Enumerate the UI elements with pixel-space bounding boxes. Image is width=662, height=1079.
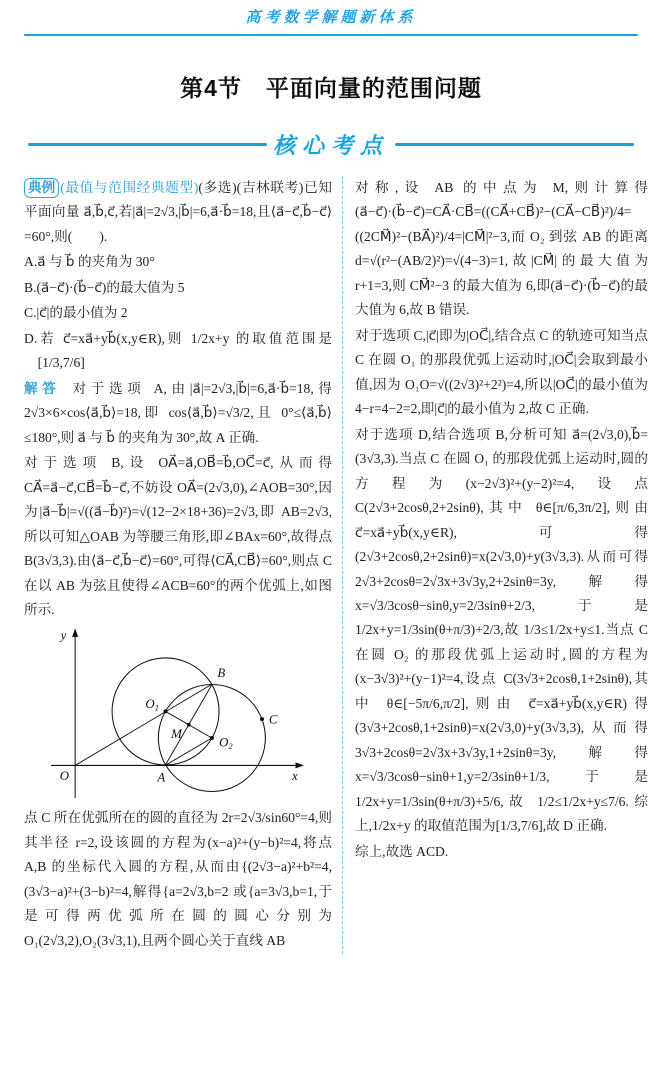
x-axis-arrow	[295, 763, 304, 769]
right-column	[342, 176, 648, 954]
dot-o2	[210, 736, 214, 740]
content-columns	[0, 172, 662, 954]
example-badge: 典例	[24, 178, 59, 198]
solution-paragraph-circle: 点 C 所在优弧所在的圆的直径为 2r=2√3/sin60°=4,则其半径 r=2,设该圆的方程为(x−a)²+(y−b)²=4,将点 A,B 的坐标代入圆的方程,从而由{(2√3−a)²+b²=4,(3√3−a)²+(3−b)²=4,解得{a=2√3,b=2 或{a=3√3,b=1,于是可得两优弧所在圆的圆心分别为 O₁(2√3,2),O₂(3√3,1),且两个圆心关于直线 AB	[24, 810, 332, 948]
left-column	[24, 176, 342, 954]
label-x-axis: x	[292, 769, 298, 784]
circles-diagram	[49, 624, 307, 804]
label-y-axis: y	[60, 628, 67, 643]
dot-o1	[164, 710, 168, 714]
solution-paragraph-b-cont: 对称,设 AB 的中点为 M,则计算得(a⃗−c⃗)·(b⃗−c⃗)=CA⃗·CB⃗=((CA⃗+CB⃗)²−(CA⃗−CB⃗)²)/4=((2CM⃗)²−(BA⃗)²)/4=|CM⃗|²−3,而 O₂ 到弦 AB 的距离 d=√(r²−(AB/2)²)=√(4−3)=1,故|CM⃗|的最大值为 r+1=3,则 CM⃗²−3 的最大值为 6,即(a⃗−c⃗)·(b⃗−c⃗)的最大值为 6,故 B 错误.	[355, 180, 648, 318]
label-center-o2: $O_2$	[219, 736, 233, 752]
solution-label: 解答	[24, 380, 61, 396]
dot-c	[260, 718, 264, 722]
solution-conclusion: 综上,故选 ACD.	[355, 843, 449, 859]
y-axis-arrow	[72, 629, 78, 638]
option-a: A.a⃗ 与 b⃗ 的夹角为 30°	[24, 254, 155, 270]
running-head: 高考数学解题新体系	[245, 10, 417, 26]
solution-paragraph-a	[24, 377, 332, 450]
solution-paragraph-c: 对于选项 C,|c⃗|即为|OC⃗|,结合点 C 的轨迹可知当点 C 在圆 O₁ 的那段优弧上运动时,|OC⃗|会取到最小值,因为 O₁O=√((2√3)²+2²)=4,所以|OC⃗|的最小值为 4−r=4−2=2,即|c⃗|的最小值为 2,故 C 正确.	[355, 327, 648, 417]
banner-line-right	[395, 143, 634, 146]
banner-line-left	[28, 143, 267, 146]
solution-text-a: 对于选项 A,由|a⃗|=2√3,|b⃗|=6,a⃗·b⃗=18,得 2√3×6×cos⟨a⃗,b⃗⟩=18,即 cos⟨a⃗,b⃗⟩=√3/2,且 0°≤⟨a⃗,b⃗⟩≤180°,则 a⃗ 与 b⃗ 的夹角为 30°,故 A 正确.	[24, 380, 333, 445]
page-title: 第4节 平面向量的范围问题	[180, 75, 482, 101]
label-point-a: A	[157, 771, 166, 786]
label-point-m: M	[171, 727, 182, 742]
label-origin: O	[59, 769, 69, 784]
option-d: D.若 c⃗=xa⃗+yb⃗(x,y∈R),则 1/2x+y 的取值范围是[1/3,7/6]	[24, 330, 332, 371]
geometry-figure	[24, 624, 332, 804]
banner-title: 核心考点	[273, 133, 390, 158]
core-topics-banner	[28, 129, 634, 160]
header-rule	[24, 34, 638, 36]
option-b: B.(a⃗−c⃗)·(b⃗−c⃗)的最大值为 5	[24, 279, 185, 295]
solution-paragraph-d: 对于选项 D,结合选项 B,分析可知 a⃗=(2√3,0),b⃗=(3√3,3).当点 C 在圆 O₁ 的那段优弧上运动时,圆的方程为(x−2√3)²+(y−2)²=4,设点 C(2√3+2cosθ,2+2sinθ),其中 θ∈[π/6,3π/2],则由 c⃗=xa⃗+yb⃗(x,y∈R),可得(2√3+2cosθ,2+2sinθ)=x(2√3,0)+y(3√3,3).从而可得 2√3+2cosθ=2√3x+3√3y,2+2sinθ=3y,解得 x=√3/3cosθ−sinθ,y=2/3sinθ+2/3,于是 1/2x+y=1/3sin(θ+π/3)+2/3,故 1/3≤1/2x+y≤1.当点 C 在圆 O₂ 的那段优弧上运动时,圆的方程为(x−3√3)²+(y−1)²=4,设点 C(3√3+2cosθ,1+2sinθ),其中 θ∈[−5π/6,π/2],则由 c⃗=xa⃗+yb⃗(x,y∈R)得(3√3+2cosθ,1+2sinθ)=x(2√3,0)+y(3√3,3),从而得 3√3+2cosθ=2√3x+3√3y,1+2sinθ=3y,解得 x=√3/3cosθ−sinθ+1,y=2/3sinθ+1/3,于是 1/2x+y=1/3sin(θ+π/3)+5/6,故 1/2≤1/2x+y≤7/6.综上,1/2x+y 的取值范围为[1/3,7/6],故 D 正确.	[355, 426, 648, 834]
label-center-o1: $O_1$	[145, 697, 159, 714]
solution-paragraph-b: 对于选项 B,设 OA⃗=a⃗,OB⃗=b⃗,OC⃗=c⃗,从而得 CA⃗=a⃗−c⃗,CB⃗=b⃗−c⃗,不妨设 OA⃗=(2√3,0),∠AOB=30°,因为|a⃗−b⃗|=√((a⃗−b⃗)²)=√(12−2×18+36)=2√3,即 AB=2√3,所以可知△OAB 为等腰三角形,即∠BAx=60°,故得点 B(3√3,3).由⟨a⃗−c⃗,b⃗−c⃗⟩=60°,可得⟨CA⃗,CB⃗⟩=60°,则点 C 在以 AB 为弦且使得∠ACB=60°的两个优弧上,如图所示.	[24, 455, 332, 617]
option-c: C.|c⃗|的最小值为 2	[24, 305, 128, 321]
line-AO2	[165, 738, 212, 765]
label-point-b: B	[217, 666, 226, 681]
dot-m	[187, 723, 191, 727]
line-OB	[75, 684, 212, 765]
example-intro: (多选)(吉林联考)已知平面向量 a⃗,b⃗,c⃗,若|a⃗|=2√3,|b⃗|=6,a⃗·b⃗=18,且⟨a⃗−c⃗,b⃗−c⃗⟩=60°,则( ).	[24, 180, 332, 244]
example-paragraph	[24, 176, 332, 249]
example-tag: (最值与范围经典题型)	[60, 180, 199, 195]
label-point-c: C	[268, 712, 278, 727]
